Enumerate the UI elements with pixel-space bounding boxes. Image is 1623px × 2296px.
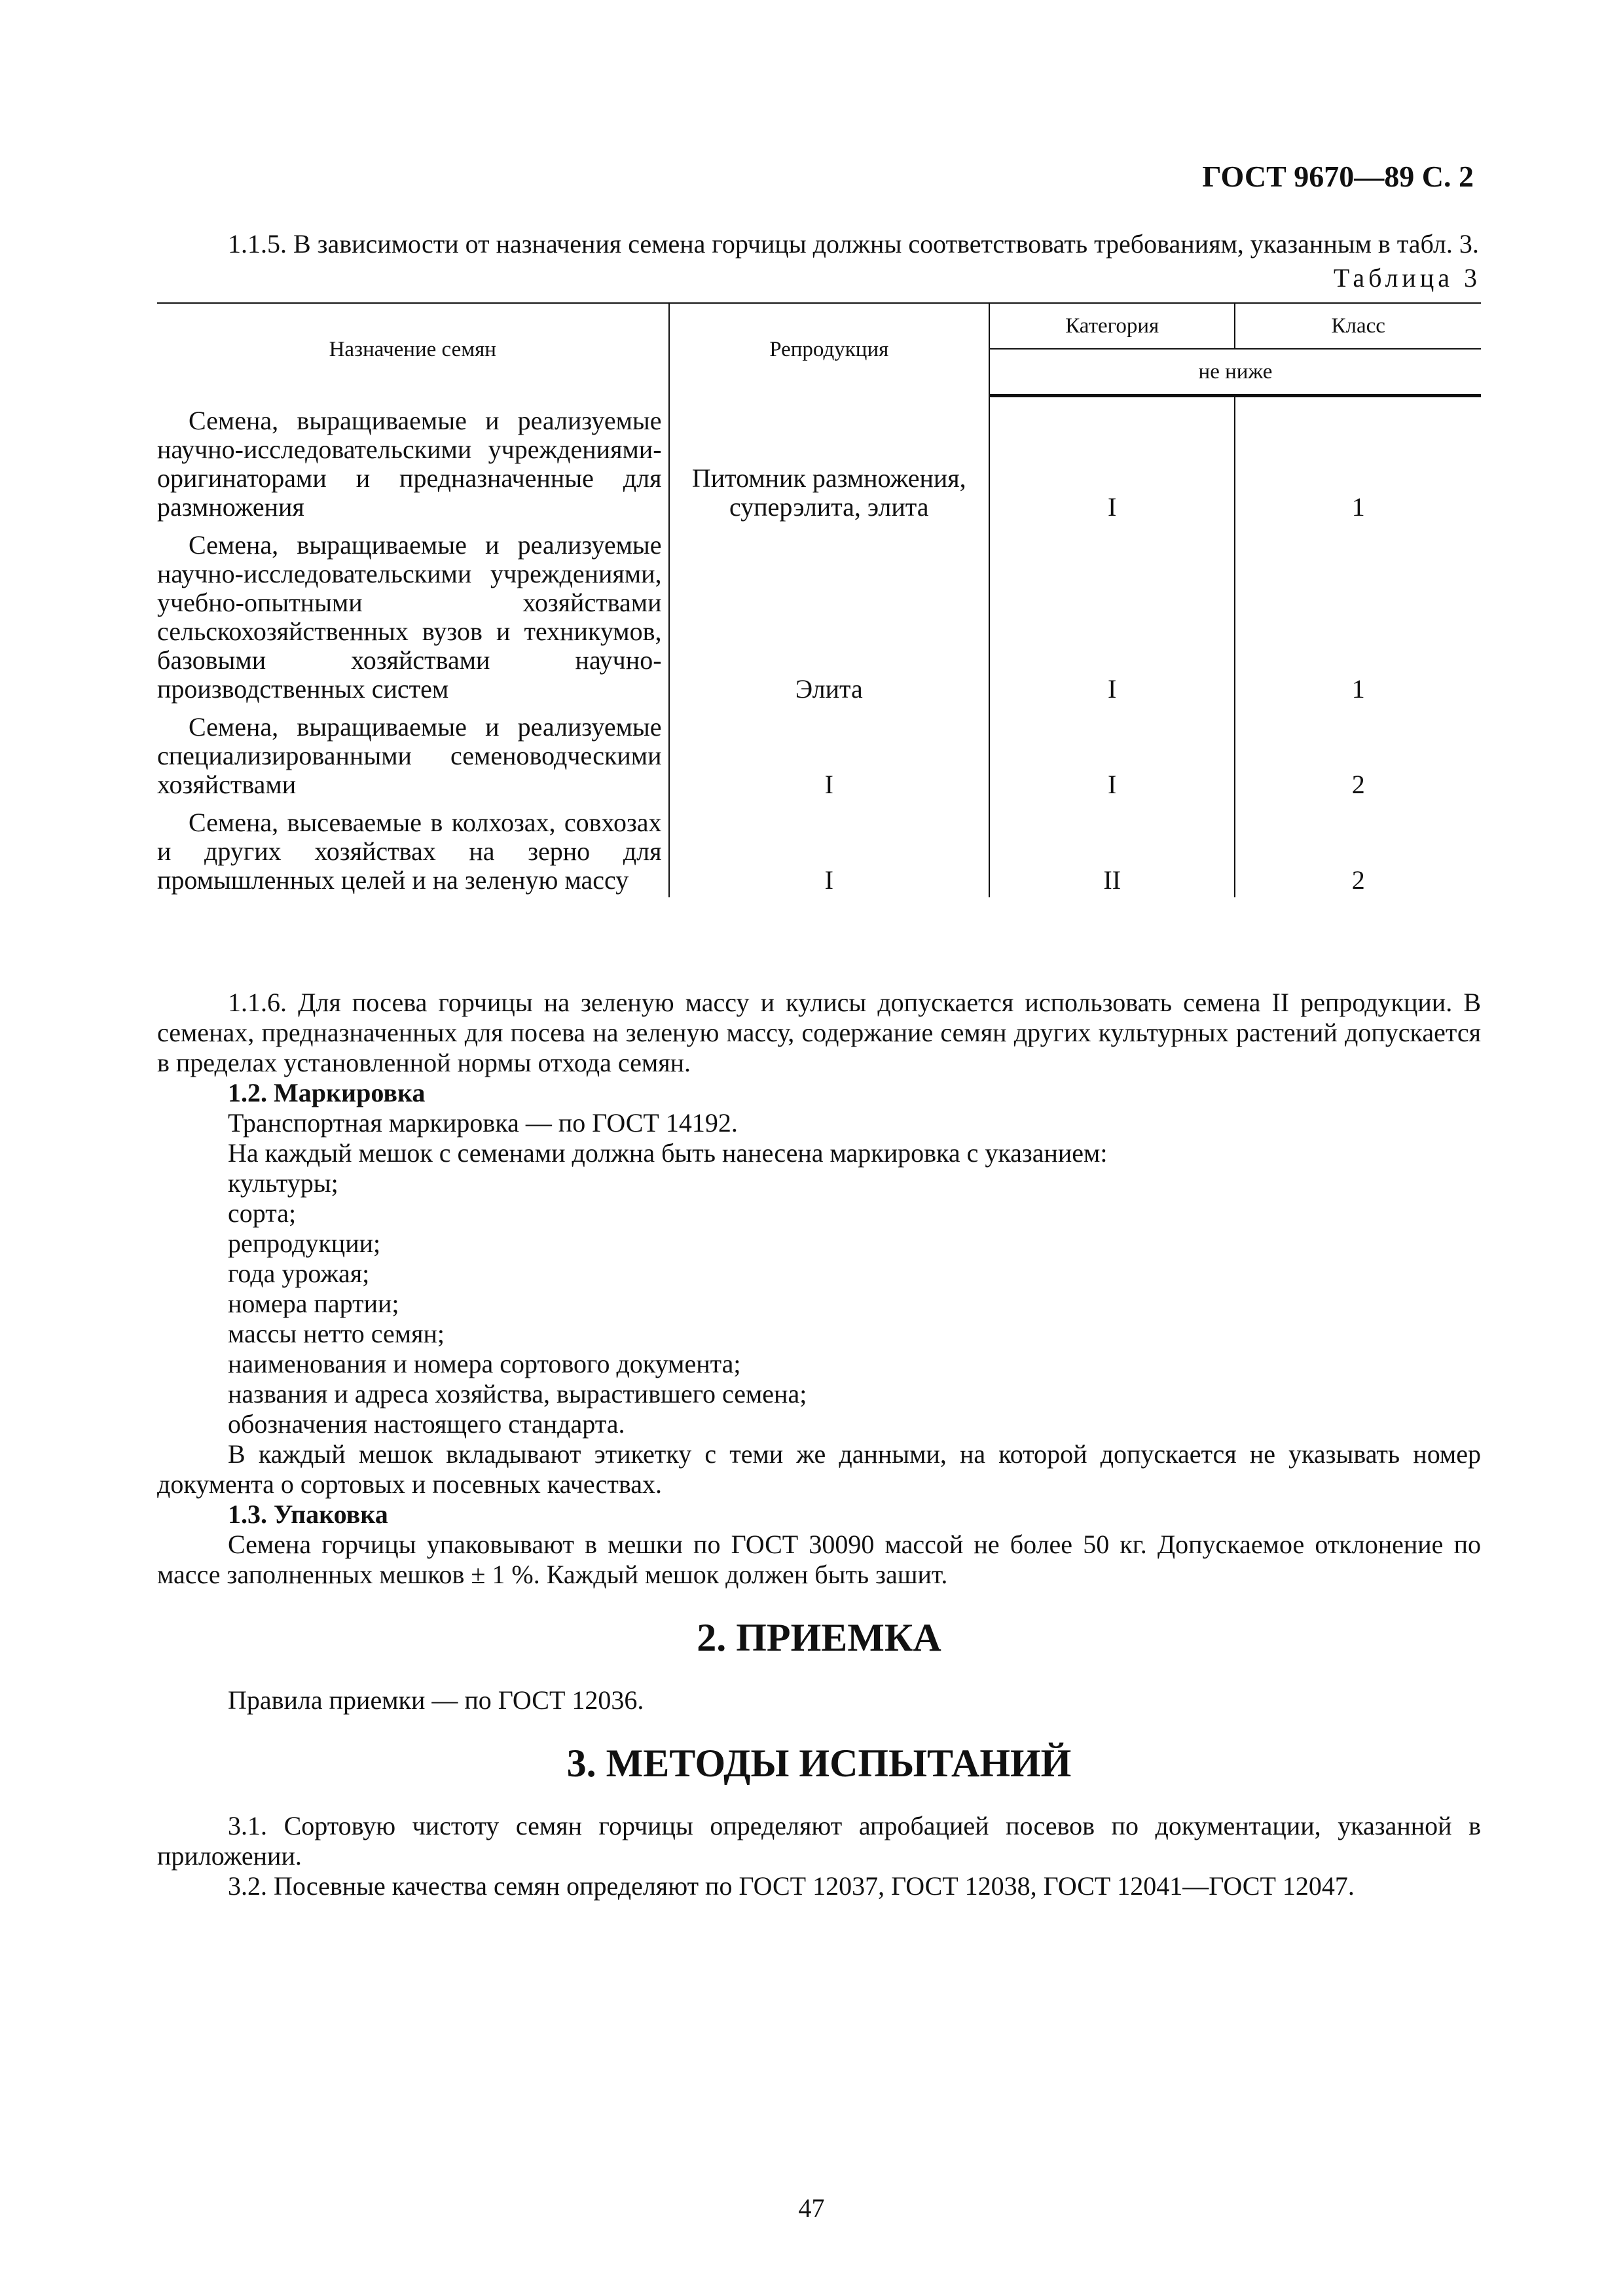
header-not-lower: не ниже [989,349,1481,396]
cell-category: I [989,524,1235,706]
paragraph-3-1: 3.1. Сортовую чистоту семян горчицы определяют апробацией посевов по документации, указанной в приложении. [157,1810,1481,1871]
cell-class: 1 [1235,396,1481,524]
cell-reproduction: I [669,706,989,802]
list-item: сорта; [228,1198,297,1228]
list-item: репродукции; [228,1228,381,1258]
transport-marking: Транспортная маркировка — по ГОСТ 14192. [228,1107,738,1138]
cell-category: I [989,396,1235,524]
marking-list [157,1168,1481,1439]
cell-purpose: Семена, выращиваемые и реализуемые научно-исследовательскими учреждениями-оригинаторами и предназначенные для размножения [157,405,662,522]
table-row [157,524,1481,706]
paragraph-1-1-6: 1.1.6. Для посева горчицы на зеленую массу и кулисы допускается использовать семена II репродукции. В семенах, предназначенных для посева на зеленую массу, содержание семян других культурных растений допускается в пределах установленной нормы отхода семян. [157,987,1481,1077]
cell-purpose: Семена, выращиваемые и реализуемые научно-исследовательскими учреждениями, учебно-опытными хозяйствами сельскохозяйственных вузов и техникумов, базовыми хозяйствами научно-производственных систем [157,529,662,704]
section-2-title: 2. ПРИЕМКА [697,1615,941,1659]
table-row [157,706,1481,802]
section-1-2-title: 1.2. Маркировка [228,1077,426,1107]
list-item: номера партии; [228,1288,399,1318]
paragraph-3-2: 3.2. Посевные качества семян определяют по ГОСТ 12037, ГОСТ 12038, ГОСТ 12041—ГОСТ 12047. [228,1871,1355,1901]
cell-category: I [989,706,1235,802]
cell-class: 1 [1235,524,1481,706]
document-header: ГОСТ 9670—89 С. 2 [1202,160,1474,193]
acceptance-text: Правила приемки — по ГОСТ 12036. [228,1685,644,1715]
list-item: массы нетто семян; [228,1318,445,1348]
seed-requirements-table [157,302,1481,897]
list-item: обозначения настоящего стандарта. [228,1408,625,1439]
list-item: названия и адреса хозяйства, вырастившего семена; [228,1378,807,1408]
page-number: 47 [798,2193,825,2223]
marking-intro: На каждый мешок с семенами должна быть нанесена маркировка с указанием: [228,1138,1108,1168]
cell-purpose: Семена, высеваемые в колхозах, совхозах и других хозяйствах на зерно для промышленных целей и на зеленую массу [157,807,662,895]
header-purpose: Назначение семян [157,303,669,396]
header-category: Категория [989,303,1235,349]
table-row [157,802,1481,897]
page-content [157,229,1481,1901]
packaging-text: Семена горчицы упаковывают в мешки по ГОСТ 30090 массой не более 50 кг. Допускаемое отклонение по массе заполненных мешков ± 1 %. Каждый мешок должен быть зашит. [157,1529,1481,1589]
paragraph-1-1-5: 1.1.5. В зависимости от назначения семена горчицы должны соответствовать требованиям, указанным в табл. 3. [228,229,1479,259]
cell-reproduction: Питомник размножения, суперэлита, элита [669,396,989,524]
cell-reproduction: Элита [669,524,989,706]
table-caption: Таблица 3 [1333,263,1481,293]
cell-class: 2 [1235,706,1481,802]
label-note: В каждый мешок вкладывают этикетку с теми же данными, на которой допускается не указывать номер документа о сортовых и посевных качествах. [157,1439,1481,1499]
cell-category: II [989,802,1235,897]
section-3-title: 3. МЕТОДЫ ИСПЫТАНИЙ [566,1741,1072,1785]
table-row [157,396,1481,524]
header-reproduction: Репродукция [669,303,989,396]
list-item: культуры; [228,1168,338,1198]
cell-purpose: Семена, выращиваемые и реализуемые специализированными семеноводческими хозяйствами [157,711,662,799]
header-class: Класс [1235,303,1481,349]
list-item: наименования и номера сортового документа; [228,1348,741,1378]
list-item: года урожая; [228,1258,370,1288]
cell-reproduction: I [669,802,989,897]
cell-class: 2 [1235,802,1481,897]
section-1-3-title: 1.3. Упаковка [228,1499,388,1529]
